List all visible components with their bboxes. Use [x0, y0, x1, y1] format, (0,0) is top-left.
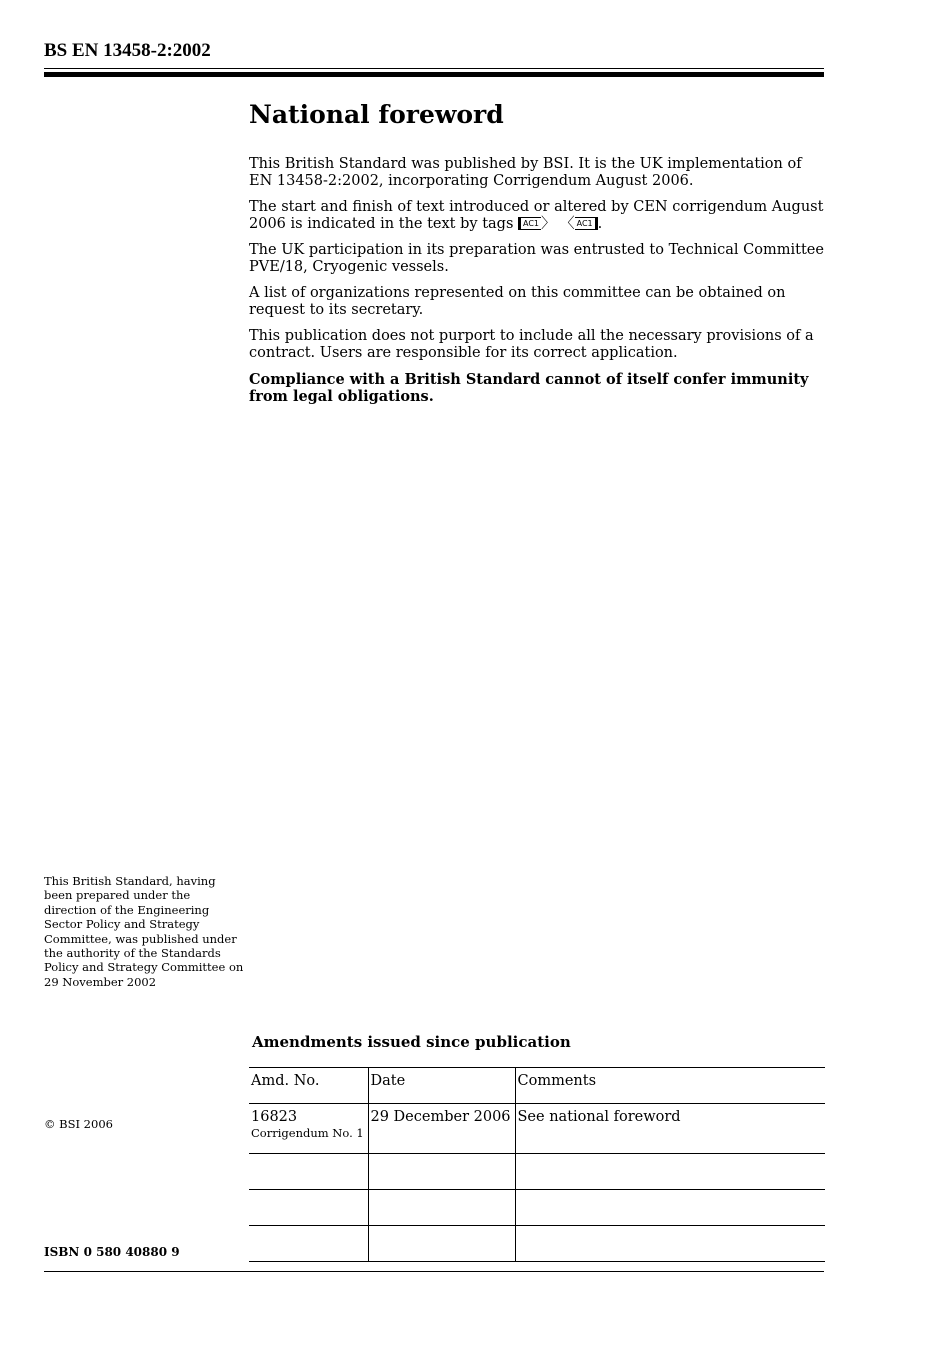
foreword-paragraph: This publication does not purport to include all the necessary provisions of a contract. Users are responsible for its correct application.: [249, 328, 814, 361]
corrigendum-end-tag-icon: AC1: [575, 217, 598, 230]
comments-cell: See national foreword: [515, 1104, 825, 1154]
empty-cell: [249, 1154, 368, 1190]
column-header-amd-no: Amd. No.: [249, 1068, 368, 1104]
empty-cell: [368, 1226, 515, 1262]
table-header-row: [249, 1068, 825, 1104]
header-rule-thin: [44, 68, 824, 69]
table-row-empty: [249, 1226, 825, 1262]
standard-identifier: BS EN 13458-2:2002: [44, 40, 211, 61]
empty-cell: [515, 1226, 825, 1262]
tags-text-end: .: [597, 216, 603, 232]
publication-note: This British Standard, having been prepared under the direction of the Engineering Sector Policy and Strategy Committee, was published under the authority of the Standards Policy and Strategy Committee on 29 November 2002: [44, 874, 244, 989]
page-title: National foreword: [249, 100, 504, 129]
header-rule-thick: [44, 72, 824, 77]
foreword-paragraph: A list of organizations represented on this committee can be obtained on request to its secretary.: [249, 285, 786, 318]
copyright-notice: © BSI 2006: [44, 1117, 113, 1131]
empty-cell: [368, 1190, 515, 1226]
isbn: ISBN 0 580 40880 9: [44, 1245, 180, 1259]
foreword-paragraph: The UK participation in its preparation was entrusted to Technical Committee PVE/18, Cryogenic vessels.: [249, 242, 824, 275]
amendments-table: [249, 1067, 825, 1262]
foreword-body: [249, 156, 825, 414]
empty-cell: [515, 1154, 825, 1190]
footer-rule: [44, 1271, 824, 1272]
column-header-comments: Comments: [515, 1068, 825, 1104]
corrigendum-start-tag-icon: AC1: [518, 217, 541, 230]
table-row-empty: [249, 1154, 825, 1190]
table-row: [249, 1104, 825, 1154]
tags-text: The start and finish of text introduced or altered by CEN corrigendum August 2006 is indicated in the text by tags: [249, 199, 824, 232]
foreword-paragraph-tags: The start and finish of text introduced or altered by CEN corrigendum August 2006 is indicated in the text by tags AC1 〉 〈 AC1 .: [249, 199, 824, 232]
amd-no-cell: [249, 1104, 368, 1154]
empty-cell: [515, 1190, 825, 1226]
empty-cell: [249, 1190, 368, 1226]
compliance-statement: Compliance with a British Standard cannot of itself confer immunity from legal obligations.: [249, 371, 809, 405]
empty-cell: [368, 1154, 515, 1190]
amendments-heading: Amendments issued since publication: [252, 1033, 571, 1051]
date-cell: 29 December 2006: [368, 1104, 515, 1154]
amd-sub: Corrigendum No. 1: [251, 1126, 364, 1140]
amd-no: 16823: [251, 1109, 298, 1125]
empty-cell: [249, 1226, 368, 1262]
foreword-paragraph: This British Standard was published by BSI. It is the UK implementation of EN 13458-2:2002, incorporating Corrigendum August 2006.: [249, 156, 802, 189]
column-header-date: Date: [368, 1068, 515, 1104]
table-row-empty: [249, 1190, 825, 1226]
